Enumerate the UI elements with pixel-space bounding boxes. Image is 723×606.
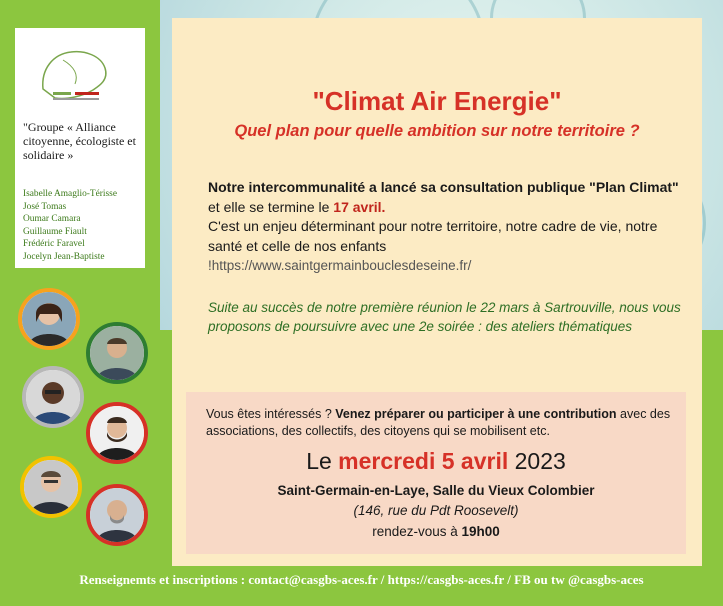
member-portrait	[22, 366, 84, 428]
event-box	[186, 392, 686, 554]
event-address: (146, rue du Pdt Roosevelt)	[353, 503, 519, 518]
intro-text: C'est un enjeu déterminant pour notre territoire, notre cadre de vie, notre santé et celle de nos enfants	[208, 218, 658, 254]
member-portrait	[86, 484, 148, 546]
page-title: "Climat Air Energie"	[312, 86, 562, 116]
member-name: Guillaume Fiault	[23, 226, 87, 237]
consultation-link[interactable]: !https://www.saintgermainbouclesdeseine.fr/	[208, 258, 472, 273]
group-title: "Groupe « Alliance citoyenne, écologiste et solidaire »	[23, 120, 136, 162]
event-time	[186, 524, 686, 539]
member-name: José Tomas	[23, 201, 67, 212]
cta-lead-rest: avec des associations, des collectifs, des citoyens qui se mobilisent etc.	[206, 407, 671, 438]
member-name: Oumar Camara	[23, 214, 81, 225]
intro-bold: Notre intercommunalité a lancé sa consultation publique "Plan Climat"	[208, 179, 679, 195]
member-name: Isabelle Amaglio-Térisse	[23, 189, 117, 199]
main-panel	[172, 18, 702, 566]
members-list	[23, 188, 149, 264]
cta-lead-bold: Venez préparer ou participer à une contribution	[335, 407, 617, 421]
intro-paragraph	[208, 178, 688, 276]
event-date	[186, 448, 686, 475]
followup-paragraph: Suite au succès de notre première réunion le 22 mars à Sartrouville, nous vous proposons de poursuivre avec une 2e soirée : des ateliers thématiques	[208, 300, 681, 334]
cta-lead: Vous êtes intéressés ?	[206, 407, 336, 421]
page-subtitle: Quel plan pour quelle ambition sur notre territoire ?	[234, 122, 640, 140]
footer-contact[interactable]: Renseignemts et inscriptions : contact@casgbs-aces.fr / https://casgbs-aces.fr / FB ou tw @casgbs-aces	[79, 572, 644, 587]
member-name: Frédéric Faravel	[23, 239, 85, 250]
intro-text: et elle se termine le	[208, 198, 334, 215]
deadline-date: 17 avril.	[333, 198, 386, 215]
date-highlight: mercredi 5 avril	[338, 448, 509, 474]
member-portrait	[20, 456, 82, 518]
member-portrait	[18, 288, 80, 350]
rdv-time: 19h00	[461, 524, 500, 539]
event-venue: Saint-Germain-en-Laye, Salle du Vieux Colombier	[277, 483, 595, 498]
cta-text	[206, 406, 676, 440]
alliance-logo	[23, 34, 133, 116]
member-portrait	[86, 402, 148, 464]
rdv-text: rendez-vous à	[372, 524, 462, 539]
member-name: Jocelyn Jean-Baptiste	[23, 251, 105, 262]
date-prefix: Le	[306, 448, 339, 474]
group-card	[15, 28, 145, 268]
member-portrait	[86, 322, 148, 384]
date-year: 2023	[508, 448, 566, 474]
